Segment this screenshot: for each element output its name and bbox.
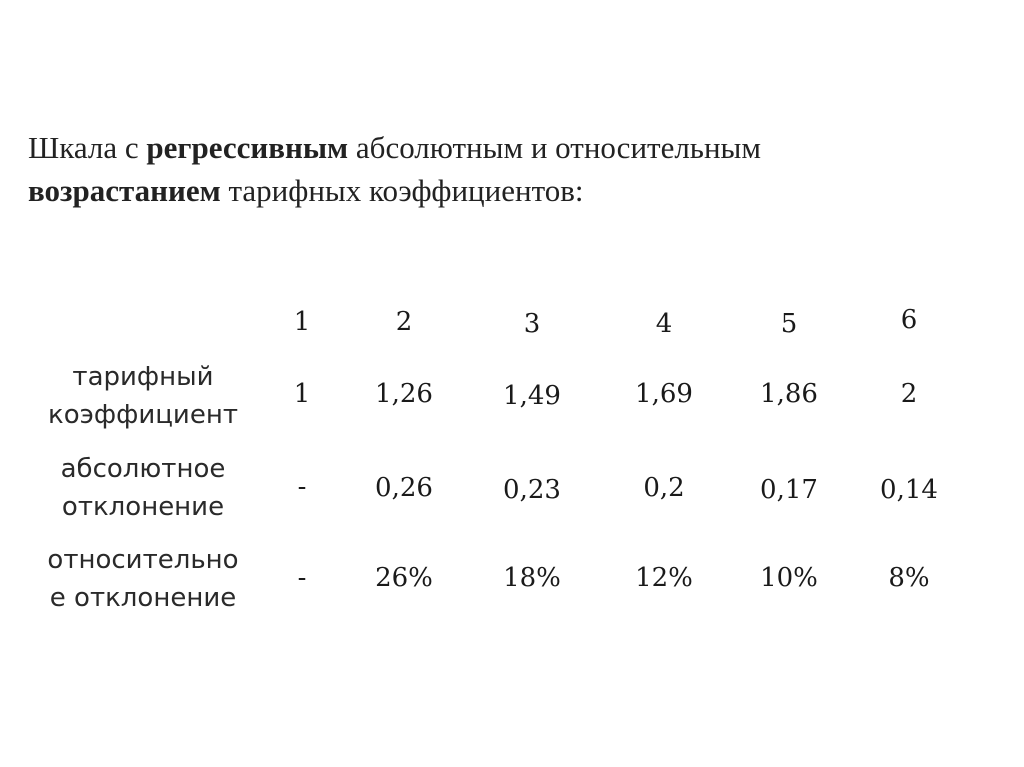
column-header: 2 [395,307,413,337]
table-cell: 1 [293,379,311,409]
heading-emphasis: возрастанием [28,173,221,208]
column-header: 5 [780,309,798,339]
column-header: 1 [293,307,311,337]
column-header: 3 [523,309,541,339]
table-cell: 18% [503,563,561,593]
heading-emphasis: регрессивным [146,130,349,165]
row-label: тарифный коэффициент [48,362,238,430]
column-header: 4 [655,309,673,339]
table-cell: 0,17 [760,475,818,505]
table-cell: 1,69 [635,379,693,409]
table-cell: 1,49 [503,381,561,411]
row-label: абсолютное отклонение [60,454,226,522]
table-cell: 10% [760,563,818,593]
table-cell: 12% [635,563,693,593]
table-cell: 26% [375,563,433,593]
table-cell: 8% [888,563,930,593]
heading-text: Шкала с [28,130,139,165]
table-cell: 1,26 [375,379,433,409]
column-header: 6 [900,305,918,335]
table-cell: 0,26 [375,473,433,503]
table-cell: 0,23 [503,475,561,505]
table-cell: - [297,563,307,593]
heading-text: тарифных коэффициентов: [228,173,584,208]
row-label: относительно е отклонение [47,545,239,613]
heading-text: абсолютным и относительным [355,130,761,165]
table-cell: 0,14 [880,475,938,505]
table-cell: 2 [900,379,918,409]
table-cell: - [297,472,307,502]
table-cell: 1,86 [760,379,818,409]
table-cell: 0,2 [643,473,685,503]
